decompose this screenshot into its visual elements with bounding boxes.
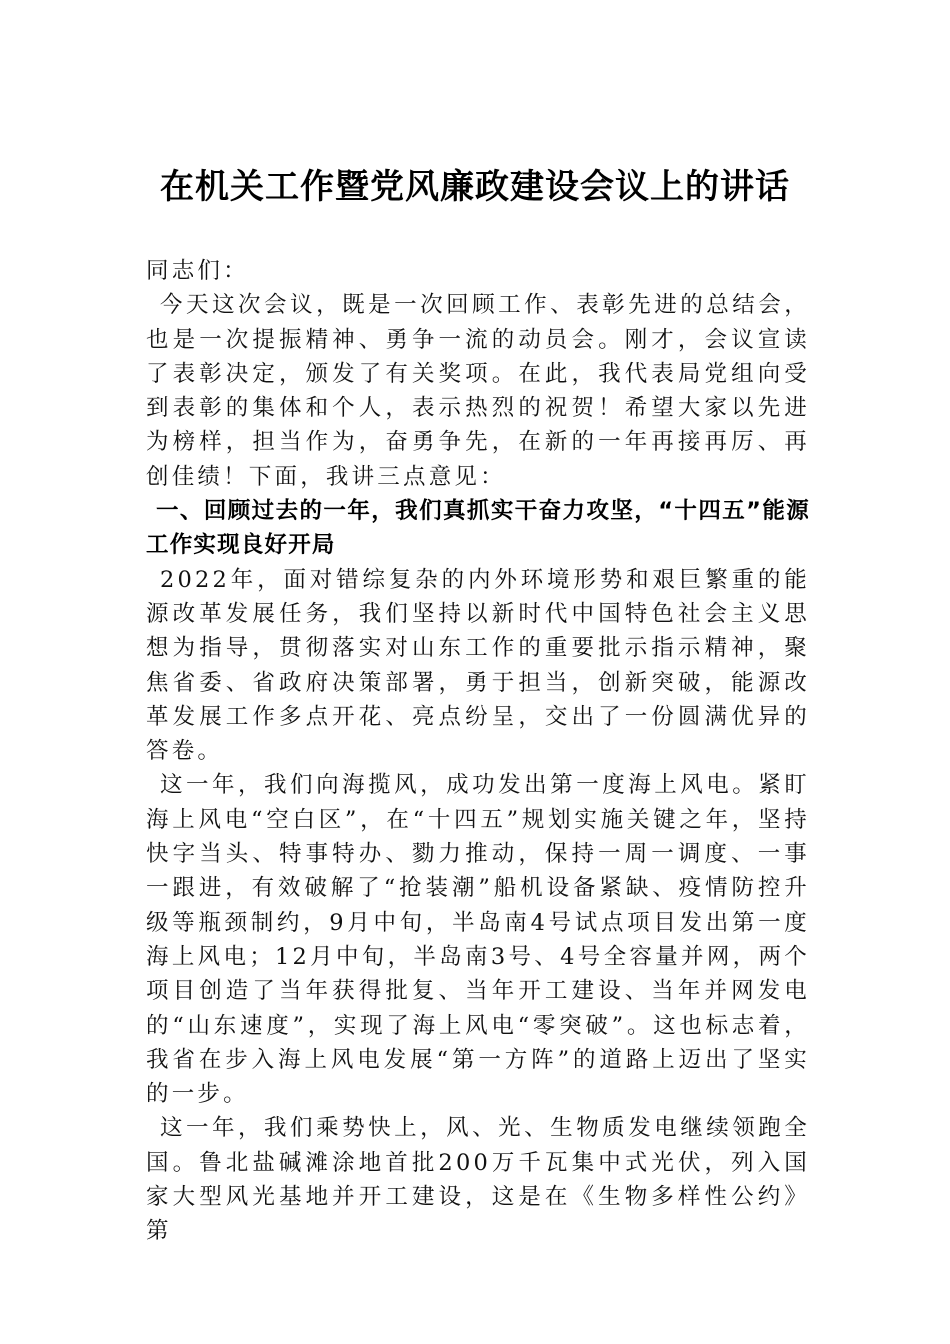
- document-title: 在机关工作暨党风廉政建设会议上的讲话: [160, 167, 790, 207]
- document-body: [146, 254, 810, 1249]
- paragraph-2022-overview: 2022年，面对错综复杂的内外环境形势和艰巨繁重的能源改革发展任务，我们坚持以新时代中国特色社会主义思想为指导，贯彻落实对山东工作的重要批示指示精神，聚焦省委、省政府决策部署，勇于担当，创新突破，能源改革发展工作多点开花、亮点纷呈，交出了一份圆满优异的答卷。: [146, 566, 810, 765]
- section-heading-1: 一、回顾过去的一年，我们真抓实干奋力攻坚，“十四五”能源工作实现良好开局: [146, 498, 810, 559]
- paragraph-renewables: 这一年，我们乘势快上，风、光、生物质发电继续领跑全国。鲁北盐碱滩涂地首批200万千瓦集中式光伏，列入国家大型风光基地并开工建设，这是在《生物多样性公约》第: [146, 1115, 810, 1245]
- paragraph-intro: 今天这次会议，既是一次回顾工作、表彰先进的总结会，也是一次提振精神、勇争一流的动员会。刚才，会议宣读了表彰决定，颁发了有关奖项。在此，我代表局党组向受到表彰的集体和个人，表示热烈的祝贺！希望大家以先进为榜样，担当作为，奋勇争先，在新的一年再接再厉、再创佳绩！下面，我讲三点意见：: [146, 292, 810, 490]
- salutation: 同志们：: [146, 258, 249, 284]
- paragraph-offshore-wind: 这一年，我们向海揽风，成功发出第一度海上风电。紧盯海上风电“空白区”，在“十四五”规划实施关键之年，坚持快字当头、特事特办、勠力推动，保持一周一调度、一事一跟进，有效破解了“抢装潮”船机设备紧缺、疫情防控升级等瓶颈制约，9月中旬，半岛南4号试点项目发出第一度海上风电；12月中旬，半岛南3号、4号全容量并网，两个项目创造了当年获得批复、当年开工建设、当年并网发电的“山东速度”，实现了海上风电“零突破”。这也标志着，我省在步入海上风电发展“第一方阵”的道路上迈出了坚实的一步。: [146, 772, 810, 1108]
